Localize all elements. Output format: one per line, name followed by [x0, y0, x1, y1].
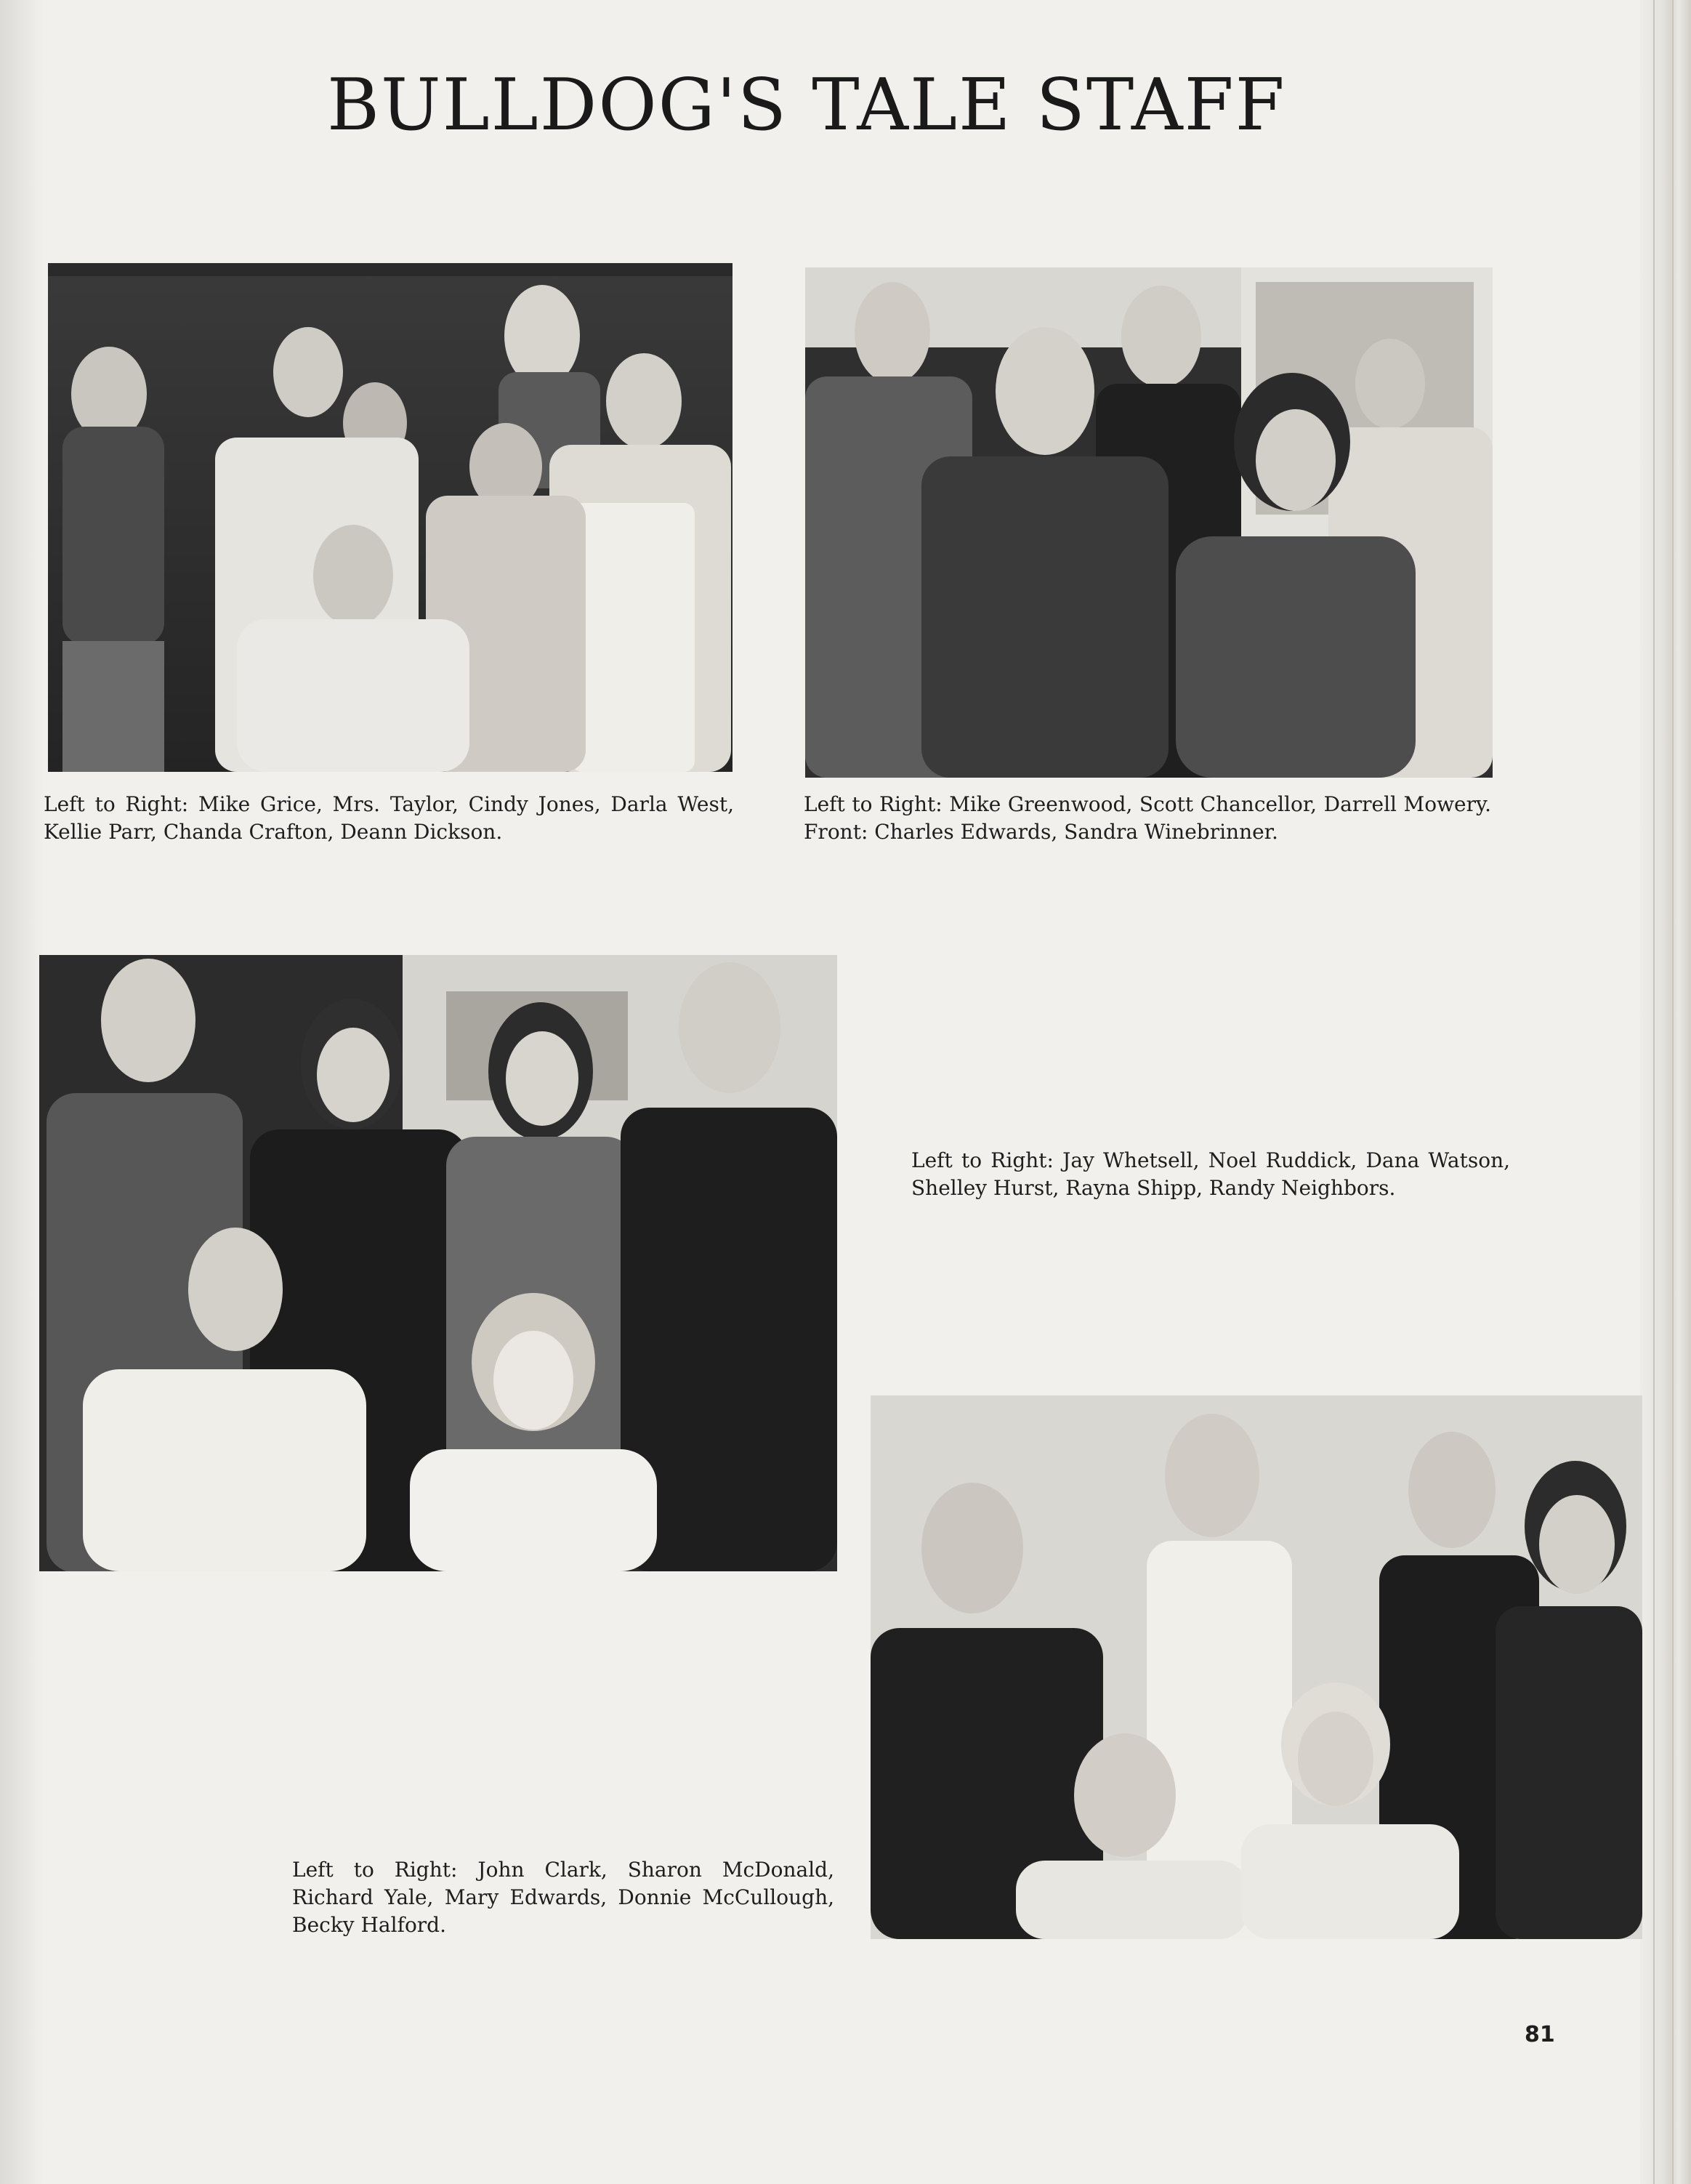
photo-1-caption: Left to Right: Mike Grice, Mrs. Taylor, Cindy Jones, Darla West, Kellie Parr, Chanda Crafton, Deann Dickson. — [44, 792, 734, 844]
page-gutter-shadow — [0, 0, 44, 2184]
page-number: 81 — [1525, 2022, 1555, 2047]
photo-4-caption: Left to Right: John Clark, Sharon McDonald, Richard Yale, Mary Edwards, Donnie McCullough, Becky Halford. — [292, 1858, 834, 1937]
staff-photo-3 — [39, 955, 837, 1571]
page-edge-line — [1672, 0, 1674, 2184]
staff-photo-4 — [871, 1395, 1642, 1939]
page-edge-line — [1653, 0, 1655, 2184]
staff-photo-2 — [805, 267, 1493, 778]
photo-2-caption: Left to Right: Mike Greenwood, Scott Chancellor, Darrell Mowery. Front: Charles Edwards, Sandra Winebrinner. — [804, 792, 1491, 844]
page-title: BULLDOG'S TALE STAFF — [327, 64, 1286, 147]
page-edge — [1640, 0, 1691, 2184]
staff-photo-1 — [48, 263, 733, 772]
photo-3-caption: Left to Right: Jay Whetsell, Noel Ruddick, Dana Watson, Shelley Hurst, Rayna Shipp, Randy Neighbors. — [911, 1148, 1510, 1200]
